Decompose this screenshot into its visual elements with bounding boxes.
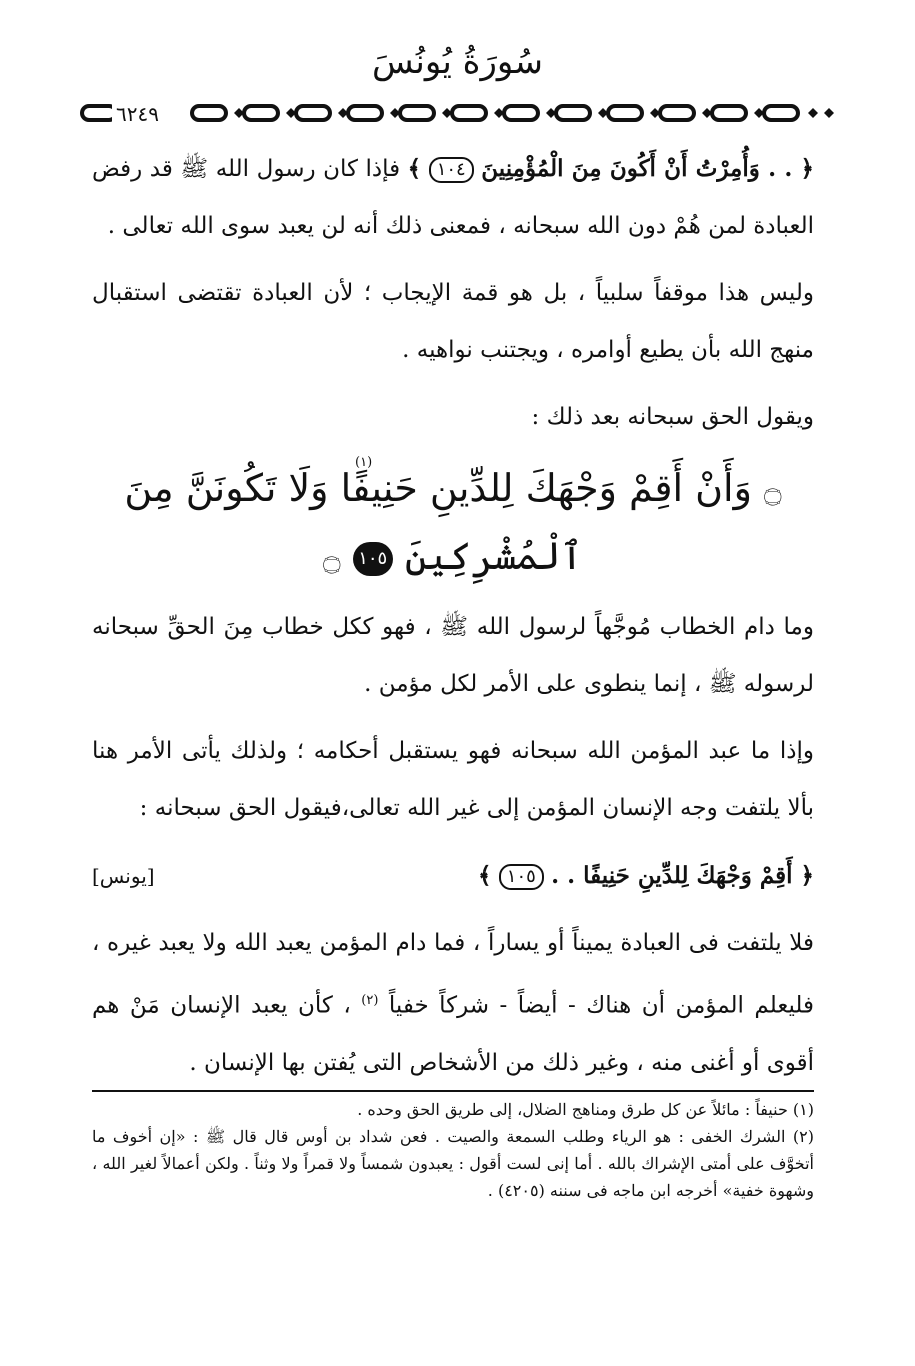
verse-line-1 xyxy=(92,456,814,524)
quran-quote-close: ﴾ xyxy=(407,155,422,182)
citation-quote-text: ﴿ أَقِمْ وَجْهَكَ لِلدِّينِ حَنِيفًا . . xyxy=(551,862,814,889)
footnote-mark-2: (٢) xyxy=(361,993,379,1008)
footnotes xyxy=(92,1096,814,1204)
citation-quote xyxy=(478,847,814,905)
paragraph-text: فإذا كان رسول الله ﷺ قد رفض العبادة لمن هُمْ دون الله سبحانه ، فمعنى ذلك أنه لن يعبد سوى الله تعالى . xyxy=(92,156,814,239)
verse-citation xyxy=(92,847,814,905)
paragraph-3: ويقول الحق سبحانه بعد ذلك : xyxy=(531,404,814,430)
verse-line-2-text: ٱلْمُشْرِكِينَ xyxy=(404,533,583,578)
main-text xyxy=(92,140,814,1102)
paragraph-5: وإذا ما عبد المؤمن الله سبحانه فهو يستقبل أحكامه ؛ ولذلك يأتى الأمر هنا بألا يلتفت وجه الإنسان المؤمن إلى غير الله تعالى،فيقول الحق سبحانه : xyxy=(92,738,814,821)
paragraph-2: وليس هذا موقفاً سلبياً ، بل هو قمة الإيجاب ؛ لأن العبادة تقتضى استقبال منهج الله بأن يطيع أوامره ، ويجتنب نواهيه . xyxy=(92,280,814,363)
citation-ayah-badge: ١٠٥ xyxy=(499,864,544,890)
verse-ayah-number: ١٠٥ xyxy=(353,542,393,576)
header-ornament-border xyxy=(74,96,836,136)
footnote-2: (٢) الشرك الخفى : هو الرياء وطلب السمعة والصيت . فعن شداد بن أوس قال قال ﷺ : «إن أخوف ما أتخوَّف على أمتى الإشراك بالله . أما إنى لست أقول : يعبدون شمساً ولا قمراً ولا وثناً . ولكن أعمالاً لغير الله ، وشهوة خفية» أخرجه ابن ماجه فى سننه (٤٢٠٥) . xyxy=(92,1127,814,1200)
surah-title: سُورَةُ يُونُسَ xyxy=(372,42,543,82)
verse-open-ornament-icon: ۝ xyxy=(764,473,782,509)
citation-surah-ref: [يونس] xyxy=(92,863,155,888)
verse-close-ornament-icon: ۝ xyxy=(323,541,341,576)
ayah-number-badge: ١٠٤ xyxy=(429,157,474,183)
footnote-divider xyxy=(92,1090,814,1092)
paragraph-1 xyxy=(92,140,814,255)
page-number: ٦٢٤٩ xyxy=(112,101,163,127)
verse-line-1-text: وَأَنْ أَقِمْ وَجْهَكَ لِلدِّينِ حَنِيفًا وَلَا تَكُونَنَّ مِنَ xyxy=(124,466,752,510)
footnote-1: (١) حنيفاً : مائلاً عن كل طرق ومناهج الضلال، إلى طريق الحق وحده . xyxy=(357,1100,814,1119)
quran-verse-block xyxy=(92,456,814,591)
verse-footnote-mark: (١) xyxy=(355,455,373,470)
quran-quote: ﴿ . . وَأُمِرْتُ أَنْ أَكُونَ مِنَ الْمُؤْمِنِينَ xyxy=(481,155,815,182)
paragraph-4: وما دام الخطاب مُوجَّهاً لرسول الله ﷺ ، فهو ككل خطاب مِنَ الحقِّ سبحانه لرسوله ﷺ ، إنما ينطوى على الأمر لكل مؤمن . xyxy=(92,614,814,697)
paragraph-6 xyxy=(92,915,814,1092)
chain-ornament-icon xyxy=(74,96,836,136)
paragraph-6-text-a: فلا يلتفت فى العبادة يميناً أو يساراً ، فما دام المؤمن يعبد الله ولا يعبد غيره ، فليعلم المؤمن أن هناك - أيضاً - شركاً خفياً xyxy=(92,930,814,1019)
paragraph-6-text-b: ، كأن يعبد الإنسان مَنْ هم أقوى أو أغنى منه ، وغير ذلك من الأشخاص التى يُفتن بها الإنسان . xyxy=(92,992,814,1076)
citation-quote-close: ﴾ xyxy=(477,862,492,889)
verse-line-2 xyxy=(92,524,814,592)
